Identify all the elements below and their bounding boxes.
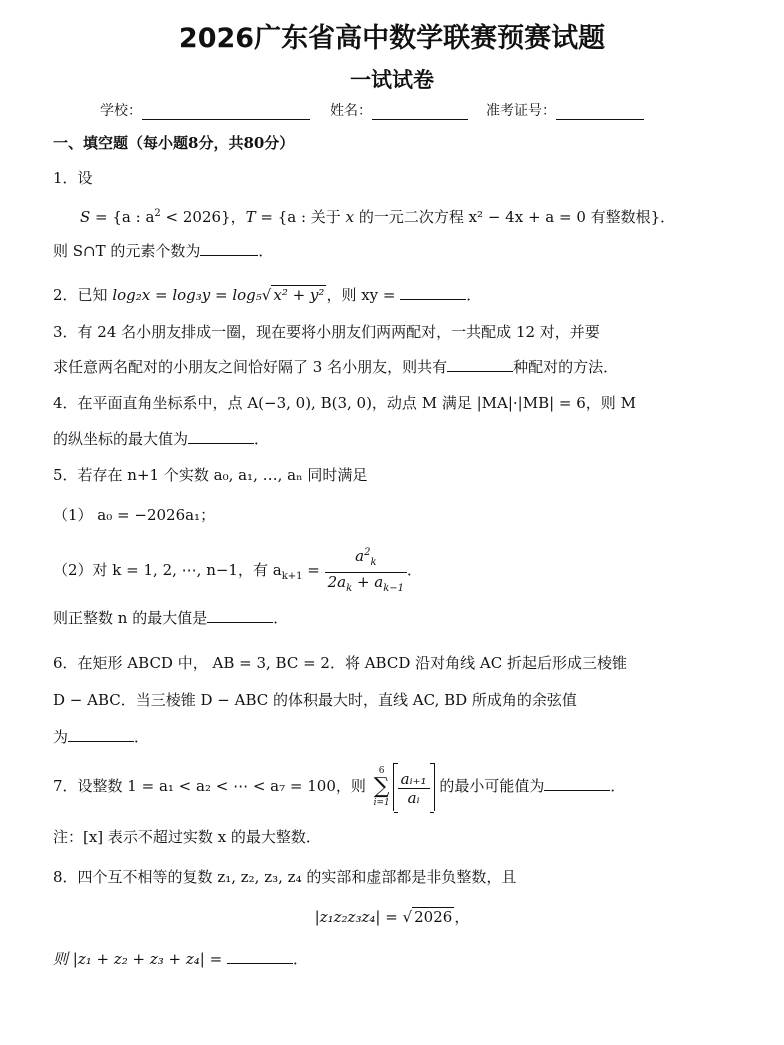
q7-note: 注：[x] 表示不超过实数 x 的最大整数． xyxy=(53,828,321,846)
q2-answer-blank[interactable] xyxy=(400,285,466,300)
q4-answer-blank[interactable] xyxy=(188,429,254,444)
q5-cond2: （2）对 k = 1, 2, ⋯, n−1，有 $a_{k+1}$ = $\frac{a^2_k}{2a_k + a_{k-1}}$ ． xyxy=(53,544,422,599)
q3-answer-blank[interactable] xyxy=(447,357,513,372)
q5-line1: 5．若存在 n+1 个实数 a₀, a₁, …, aₙ 同时满足 xyxy=(53,466,368,484)
exam-no-label: 准考证号： xyxy=(486,103,556,119)
q6-line2: D − ABC．当三棱锥 D − ABC 的体积最大时，直线 AC, BD 所成角的余弦值 xyxy=(53,691,577,709)
q7-sum: 6 ∑ i=1 xyxy=(373,766,390,808)
q1-line2: S = {a : $a^2 < 2026$}，T = {a : 关于 x 的一元二次方程 x² − 4x + a = 0 有整数根}． xyxy=(80,208,676,226)
q4-line1: 4．在平面直角坐标系中，点 A(−3, 0), B(3, 0)，动点 M 满足 |MA|·|MB| = 6，则 M xyxy=(53,394,636,412)
q5-answer-blank[interactable] xyxy=(207,608,273,623)
q4-line2: 的纵坐标的最大值为 ． xyxy=(53,430,270,448)
q5-cond1: （1） a₀ = −2026a₁； xyxy=(53,506,216,524)
exam-no-field[interactable] xyxy=(486,100,644,120)
q7-line: 7．设整数 1 = a₁ < a₂ < ⋯ < a₇ = 100，则 6 ∑ i=1 $\frac{\text{aᵢ₊₁}}{\text{aᵢ}}$ 的最小可能值为 ． xyxy=(53,762,625,811)
q8-answer-blank[interactable] xyxy=(227,949,293,964)
name-blank[interactable] xyxy=(372,105,468,120)
school-field[interactable] xyxy=(100,100,310,120)
q7-floor-bracket: $\frac{\text{aᵢ₊₁}}{\text{aᵢ}}$ xyxy=(393,763,435,811)
page-title: 2026广东省高中数学联赛预赛试题 xyxy=(178,23,606,54)
school-label: 学校： xyxy=(100,103,142,119)
school-blank[interactable] xyxy=(142,105,310,120)
exam-no-blank[interactable] xyxy=(556,105,644,120)
q5-fraction: $\frac{a^2_k}{2a_k + a_{k-1}}$ xyxy=(325,544,407,598)
page-subtitle: 一试试卷 xyxy=(350,67,434,92)
q1-line3: 则 S∩T 的元素个数为 ． xyxy=(53,242,274,260)
q8-line3: 则 |z₁ + z₂ + z₃ + z₄| = ． xyxy=(53,950,308,968)
q1-line1: 1．设 xyxy=(53,169,93,187)
q6-line1: 6．在矩形 ABCD 中， AB = 3, BC = 2．将 ABCD 沿对角线 AC 折起后形成三棱锥 xyxy=(53,654,627,672)
q2-line: 2．已知 log₂x = log₃y = log₅√ x² + y² ，则 xy = ． xyxy=(53,286,482,304)
q7-answer-blank[interactable] xyxy=(544,776,610,791)
q3-line1: 3．有 24 名小朋友排成一圈，现在要将小朋友们两两配对，一共配成 12 对，并要 xyxy=(53,323,600,341)
q6-answer-blank[interactable] xyxy=(68,727,134,742)
name-field[interactable] xyxy=(330,100,468,120)
q1-answer-blank[interactable] xyxy=(200,241,258,256)
q8-line1: 8．四个互不相等的复数 z₁, z₂, z₃, z₄ 的实部和虚部都是非负整数，且 xyxy=(53,868,517,886)
q3-line2: 求任意两名配对的小朋友之间恰好隔了 3 名小朋友，则共有 种配对的方法． xyxy=(53,358,619,376)
q5-line4: 则正整数 n 的最大值是 ． xyxy=(53,609,289,627)
q8-equation: |z₁z₂z₃z₄| = √ 2026 ， xyxy=(314,908,470,926)
name-label: 姓名： xyxy=(330,103,372,119)
q6-line3: 为 ． xyxy=(53,728,150,746)
section-title: 一、填空题（每小题8分，共80分） xyxy=(53,134,295,152)
